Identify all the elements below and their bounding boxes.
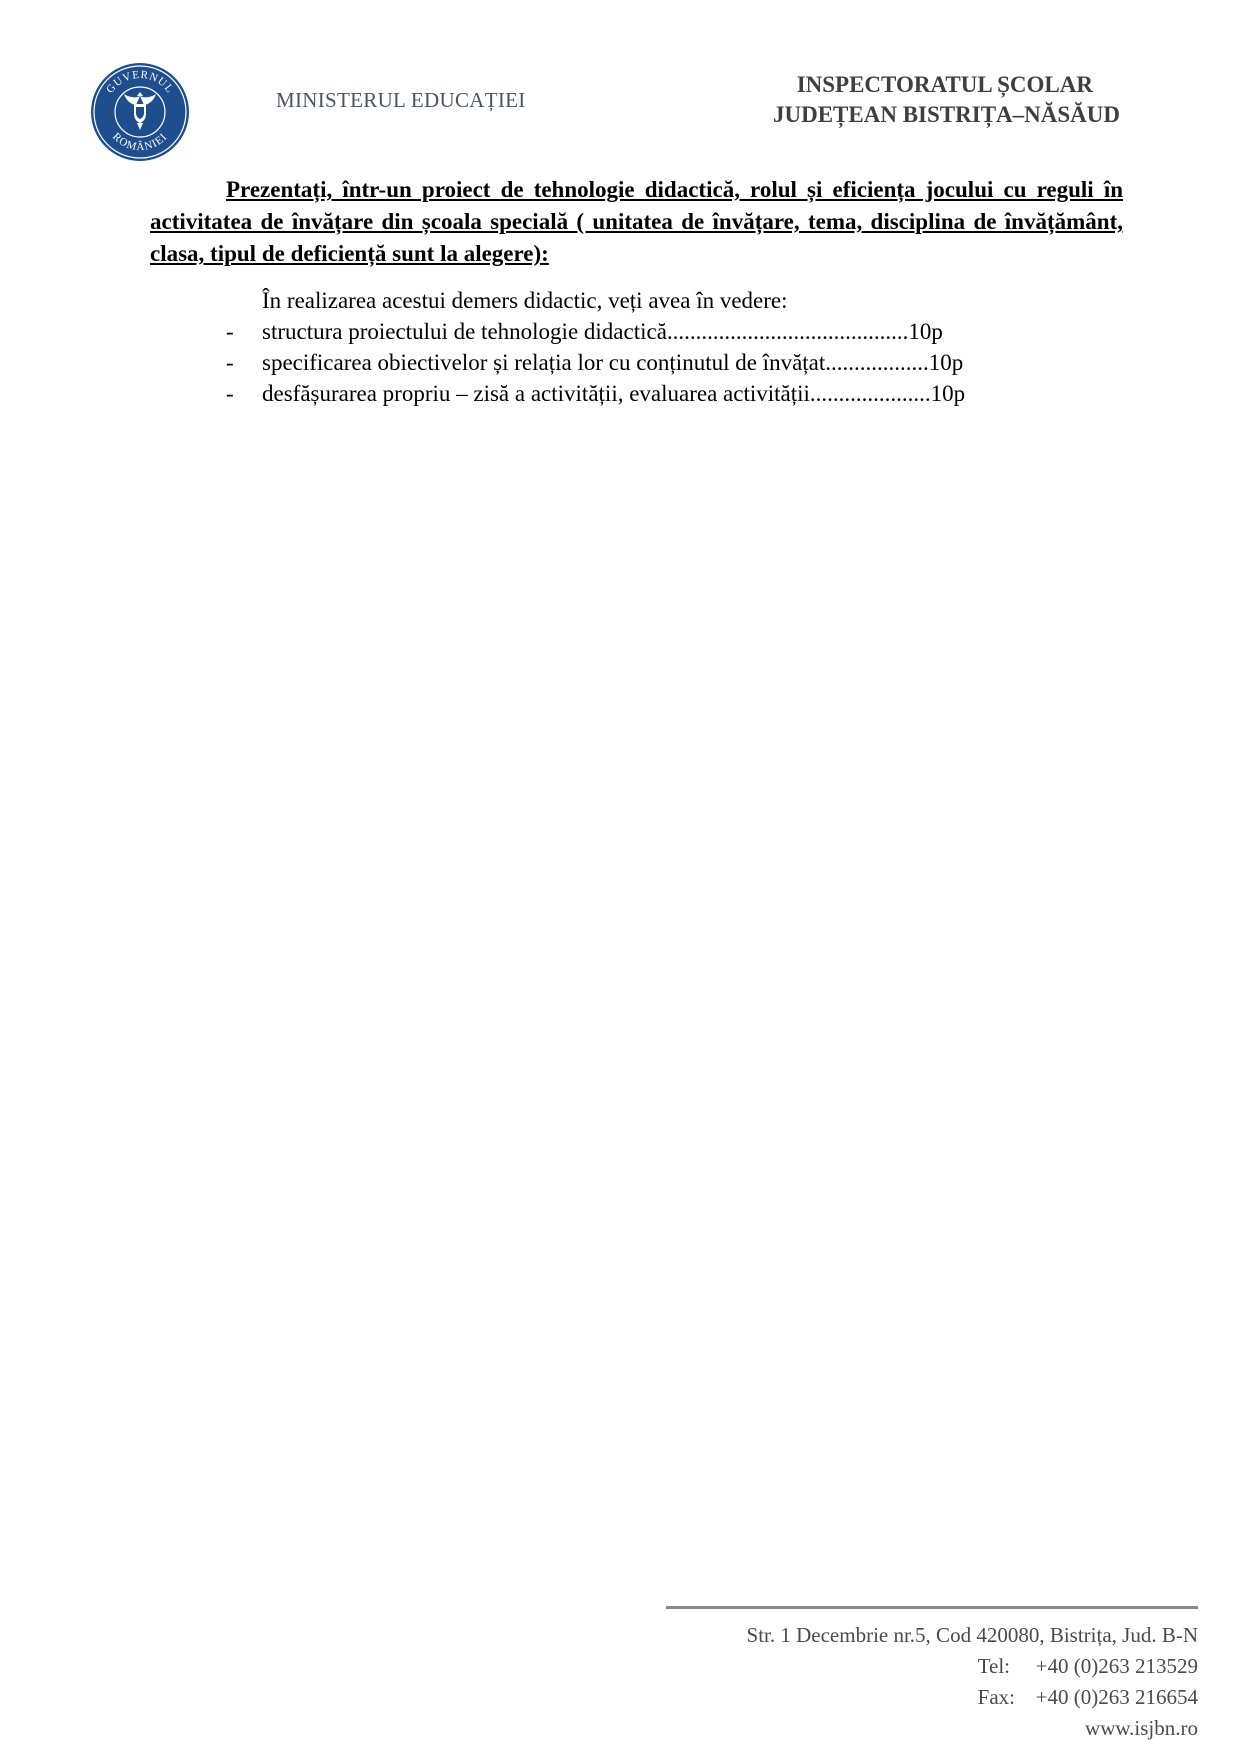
requirement-text: desfășurarea propriu – zisă a activității, evaluarea activității.....................10p — [262, 381, 966, 406]
list-dash: - — [226, 319, 234, 344]
guvernul-romaniei-seal-icon — [90, 62, 190, 162]
fax-label: Fax: — [977, 1685, 1015, 1709]
footer-address: Str. 1 Decembrie nr.5, Cod 420080, Bistrița, Jud. B-N — [746, 1623, 1198, 1647]
requirement-text: structura proiectului de tehnologie didactică..........................................10p — [262, 319, 943, 344]
tel-number: +40 (0)263 213529 — [1035, 1654, 1198, 1678]
footer-tel-row — [640, 1651, 1198, 1682]
footer-divider — [666, 1606, 1198, 1609]
requirement-item — [226, 378, 1126, 409]
instructions-intro: În realizarea acestui demers didactic, veți avea în vedere: — [262, 288, 788, 313]
requirement-text: specificarea obiectivelor și relația lor cu conținutul de învățat..................10p — [262, 350, 964, 375]
requirement-item — [226, 316, 1126, 347]
requirement-item — [226, 347, 1126, 378]
seal-text-top: GUVERNUL — [104, 68, 177, 96]
government-seal-logo — [90, 62, 190, 162]
inspectorate-line-1: INSPECTORATUL ȘCOLAR — [796, 72, 1093, 97]
exam-subject-statement: Prezentați, într-un proiect de tehnologie didactică, rolul și eficiența jocului cu reguli în activitatea de învățare din școala specială ( unitatea de învățare, tema, disciplina de învățământ, clasa, tipul de deficiență sunt la alegere): — [150, 177, 1123, 266]
footer-fax-row — [640, 1682, 1198, 1713]
list-dash: - — [226, 350, 234, 375]
inspectorate-line-2: JUDEȚEAN BISTRIȚA–NĂSĂUD — [773, 102, 1120, 127]
footer-contact — [640, 1620, 1198, 1744]
footer-website: www.isjbn.ro — [1085, 1716, 1198, 1740]
seal-text-bottom: ROMÂNIEI — [110, 130, 170, 154]
list-dash: - — [226, 381, 234, 406]
ministry-name: MINISTERUL EDUCAȚIEI — [276, 88, 526, 112]
tel-label: Tel: — [977, 1654, 1011, 1678]
instructions-block — [226, 285, 1126, 409]
inspectorate-name — [700, 70, 1120, 130]
fax-number: +40 (0)263 216654 — [1035, 1685, 1198, 1709]
